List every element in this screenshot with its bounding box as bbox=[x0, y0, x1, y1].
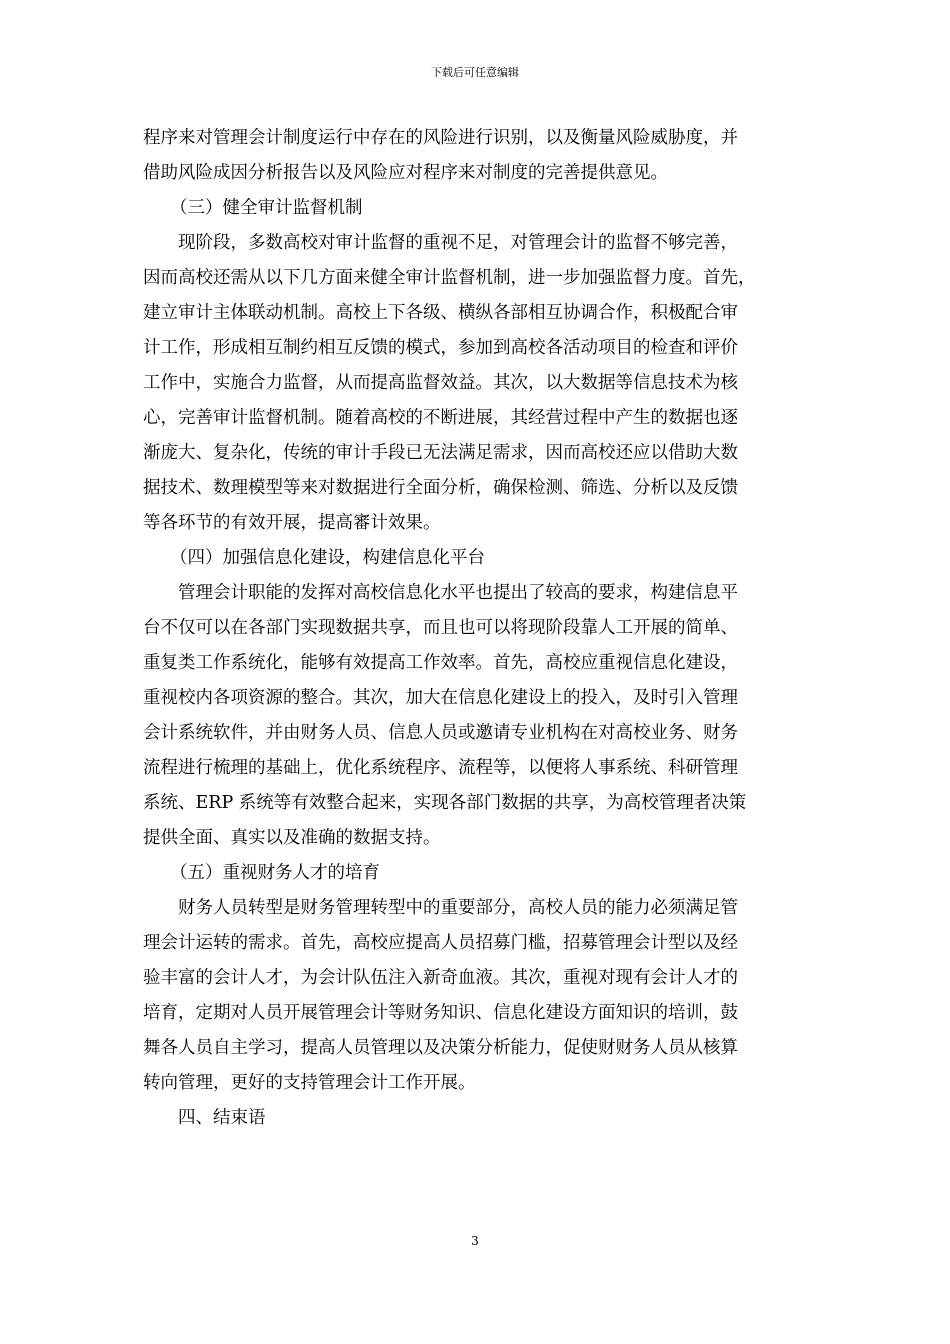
text-line: 培育，定期对人员开展管理会计等财务知识、信息化建设方面知识的培训，鼓 bbox=[143, 1003, 738, 1023]
text-line: 会计系统软件，并由财务人员、信息人员或邀请专业机构在对高校业务、财务 bbox=[143, 723, 738, 743]
text-line: 验丰富的会计人才，为会计队伍注入新奇血液。其次，重视对现有会计人才的 bbox=[143, 968, 738, 988]
text-line: 程序来对管理会计制度运行中存在的风险进行识别，以及衡量风险威胁度，并 bbox=[143, 128, 738, 148]
text-line: 建立审计主体联动机制。高校上下各级、横纵各部相互协调合作，积极配合审 bbox=[143, 303, 738, 323]
text-line: 渐庞大、复杂化，传统的审计手段已无法满足需求，因而高校还应以借助大数 bbox=[143, 443, 738, 463]
section-heading-informatization: （四）加强信息化建设，构建信息化平台 bbox=[170, 548, 485, 568]
text-line: 理会计运转的需求。首先，高校应提高人员招募门槛，招募管理会计型以及经 bbox=[143, 933, 738, 953]
page-header-note: 下载后可任意编辑 bbox=[431, 66, 519, 79]
text-line: 台不仅可以在各部门实现数据共享，而且也可以将现阶段靠人工开展的简单、 bbox=[143, 618, 738, 638]
section-heading-audit-supervision: （三）健全审计监督机制 bbox=[170, 198, 363, 218]
text-line: 心，完善审计监督机制。随着高校的不断进展，其经营过程中产生的数据也逐 bbox=[143, 408, 738, 428]
text-line: 提供全面、真实以及准确的数据支持。 bbox=[143, 828, 441, 848]
page-number: 3 bbox=[471, 1234, 479, 1248]
text-line: 工作中，实施合力监督，从而提高监督效益。其次，以大数据等信息技术为核 bbox=[143, 373, 738, 393]
text-line: 因而高校还需从以下几方面来健全审计监督机制，进一步加强监督力度。首先， bbox=[143, 268, 756, 288]
text-line: 流程进行梳理的基础上，优化系统程序、流程等，以便将人事系统、科研管理 bbox=[143, 758, 738, 778]
text-line: 转向管理，更好的支持管理会计工作开展。 bbox=[143, 1073, 476, 1093]
paragraph-informatization bbox=[143, 576, 808, 856]
text-line: 财务人员转型是财务管理转型中的重要部分，高校人员的能力必须满足管 bbox=[178, 898, 738, 918]
paragraph-audit-supervision bbox=[143, 226, 808, 541]
paragraph-risk-identification bbox=[143, 121, 808, 191]
text-line: 计工作，形成相互制约相互反馈的模式，参加到高校各活动项目的检查和评价 bbox=[143, 338, 738, 358]
text-line: 管理会计职能的发挥对高校信息化水平也提出了较高的要求，构建信息平 bbox=[178, 583, 738, 603]
text-line: 系统、ERP 系统等有效整合起来，实现各部门数据的共享，为高校管理者决策 bbox=[143, 793, 747, 813]
text-line: 舞各人员自主学习，提高人员管理以及决策分析能力，促使财财务人员从核算 bbox=[143, 1038, 738, 1058]
text-line: 等各环节的有效开展，提高審计效果。 bbox=[143, 513, 441, 533]
paragraph-talent-training bbox=[143, 891, 808, 1101]
text-line: 重复类工作系统化，能够有效提高工作效率。首先，高校应重视信息化建设， bbox=[143, 653, 738, 673]
section-heading-conclusion: 四、结束语 bbox=[178, 1108, 266, 1128]
text-line: 现阶段，多数高校对审计监督的重视不足，对管理会计的监督不够完善， bbox=[178, 233, 738, 253]
text-line: 借助风险成因分析报告以及风险应对程序来对制度的完善提供意见。 bbox=[143, 163, 668, 183]
document-body bbox=[143, 121, 808, 1136]
text-line: 重视校内各项资源的整合。其次，加大在信息化建设上的投入，及时引入管理 bbox=[143, 688, 738, 708]
text-line: 据技术、数理模型等来对数据进行全面分析，确保检测、筛选、分析以及反馈 bbox=[143, 478, 738, 498]
section-heading-talent-training: （五）重视财务人才的培育 bbox=[170, 863, 380, 883]
